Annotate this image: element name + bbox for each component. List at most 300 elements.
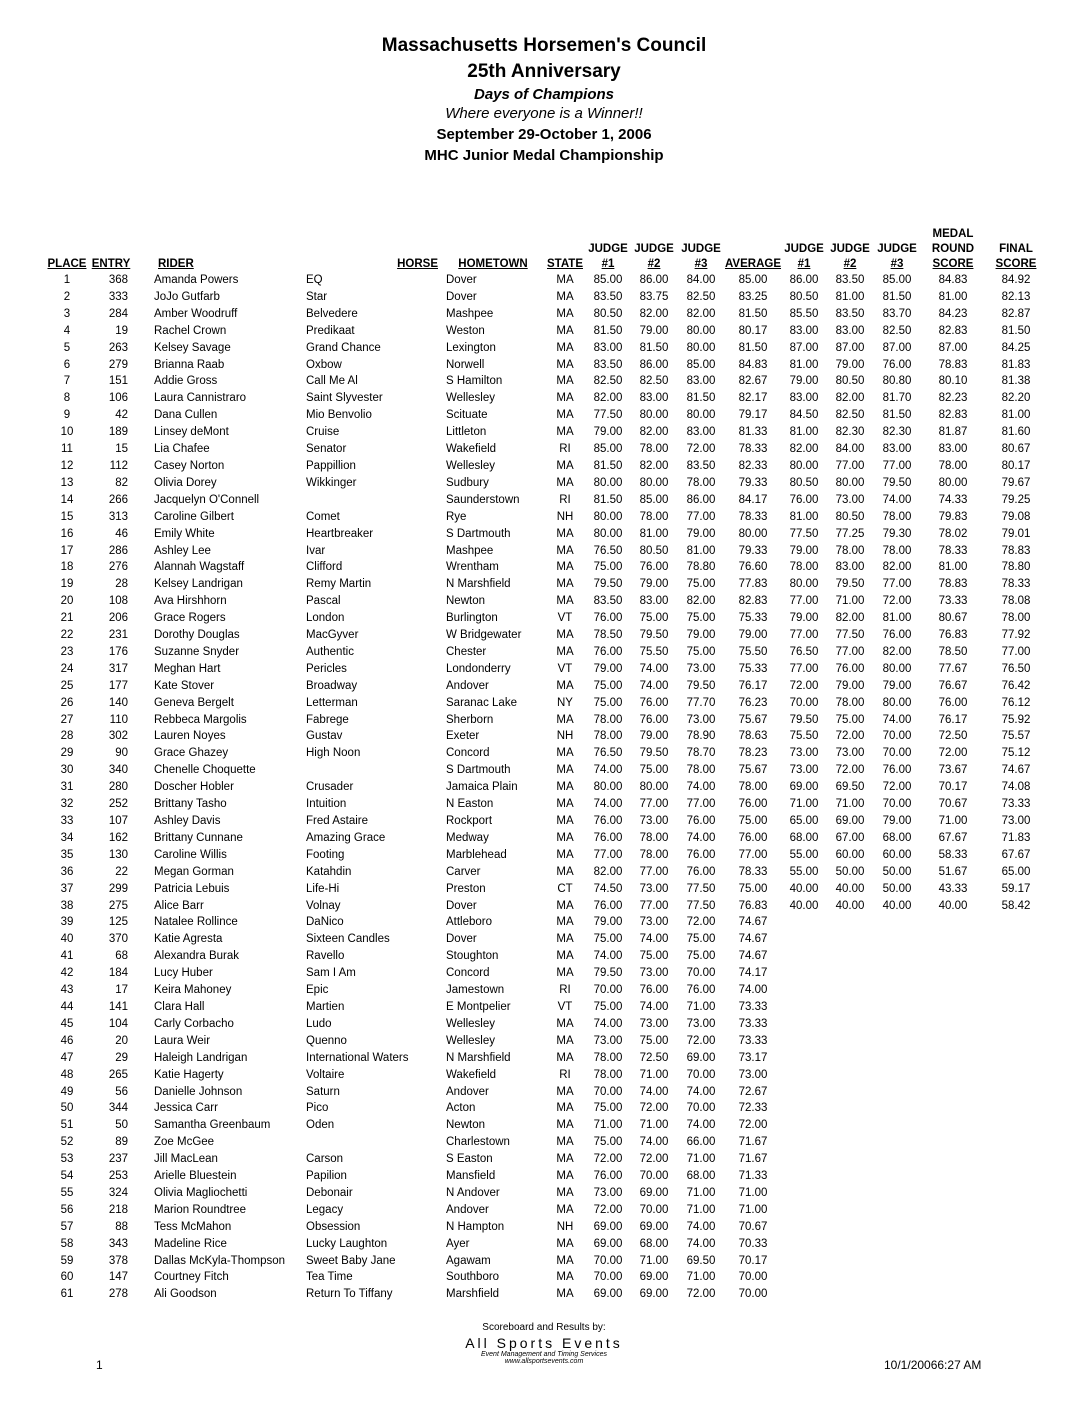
cell-medal-judge2 — [826, 1286, 874, 1303]
cell-medal-round-score — [920, 1134, 986, 1151]
company-website: www.allsportsevents.com — [504, 1358, 584, 1365]
cell-judge1: 78.00 — [593, 1068, 623, 1081]
cell-rider: Dana Cullen — [154, 409, 218, 422]
cell-entry: 162 — [108, 831, 128, 844]
cell-judge1: 72.00 — [593, 1153, 623, 1166]
cell-average: 70.17 — [738, 1254, 768, 1267]
cell-medal-judge3 — [874, 1185, 920, 1202]
cell-medal-round-score: 82.23 — [938, 392, 968, 405]
table-row — [46, 407, 1046, 424]
cell-horse: Authentic — [306, 645, 354, 658]
cell-horse: Ivar — [306, 544, 326, 557]
table-row — [46, 1134, 1046, 1151]
cell-hometown: Dover — [446, 899, 477, 912]
cell-medal-round-score: 78.83 — [938, 578, 968, 591]
cell-judge1: 82.50 — [593, 375, 623, 388]
cell-medal-judge1: 40.00 — [789, 899, 819, 912]
cell-judge1: 83.50 — [593, 595, 623, 608]
cell-judge2: 79.00 — [639, 578, 669, 591]
cell-final-score: 81.60 — [1001, 426, 1031, 439]
cell-medal-judge3: 77.00 — [882, 578, 912, 591]
table-row — [46, 593, 1046, 610]
cell-judge2: 73.00 — [639, 1017, 669, 1030]
cell-state: NH — [556, 1220, 574, 1233]
cell-hometown: Jamaica Plain — [446, 781, 518, 794]
cell-rider: Doscher Hobler — [154, 781, 234, 794]
cell-judge1: 78.50 — [593, 629, 623, 642]
cell-medal-round-score: 76.67 — [938, 679, 968, 692]
cell-entry: 317 — [108, 662, 128, 675]
cell-judge3: 78.80 — [686, 561, 716, 574]
cell-average: 85.00 — [738, 274, 768, 286]
cell-medal-judge1: 77.00 — [789, 629, 819, 642]
cell-rider: Brittany Tasho — [154, 798, 227, 811]
cell-entry: 42 — [115, 409, 128, 422]
cell-medal-judge2: 87.00 — [835, 341, 865, 354]
cell-medal-round-score: 81.00 — [938, 561, 968, 574]
cell-state: MA — [556, 1017, 574, 1030]
cell-judge3: 77.00 — [686, 798, 716, 811]
cell-medal-judge2: 69.50 — [835, 781, 865, 794]
cell-medal-judge1: 55.00 — [789, 848, 819, 861]
cell-medal-judge1: 79.50 — [789, 713, 819, 726]
cell-medal-round-score — [920, 1100, 986, 1117]
cell-place: 39 — [60, 916, 74, 929]
cell-medal-judge2: 72.00 — [835, 764, 865, 777]
cell-horse: Saint Slyvester — [306, 392, 383, 405]
cell-hometown: Carver — [446, 865, 481, 878]
cell-average: 74.67 — [738, 933, 768, 946]
cell-final-score — [986, 914, 1046, 931]
cell-average: 82.33 — [738, 459, 768, 472]
cell-medal-judge2 — [826, 982, 874, 999]
cell-state: VT — [557, 1000, 573, 1013]
cell-average: 82.67 — [738, 375, 768, 388]
cell-average: 76.17 — [738, 679, 768, 692]
cell-average: 75.33 — [738, 612, 768, 625]
cell-average: 75.33 — [738, 662, 768, 675]
cell-entry: 368 — [108, 274, 128, 286]
cell-judge2: 82.50 — [639, 375, 669, 388]
cell-judge1: 73.00 — [593, 1186, 623, 1199]
cell-state: MA — [556, 933, 574, 946]
cell-average: 77.00 — [738, 848, 768, 861]
cell-rider: Rebbeca Margolis — [154, 713, 247, 726]
cell-horse: Katahdin — [306, 865, 352, 878]
cell-medal-judge3: 80.80 — [882, 375, 912, 388]
cell-judge3: 73.00 — [686, 662, 716, 675]
cell-medal-judge3: 81.50 — [882, 409, 912, 422]
cell-judge2: 79.50 — [639, 629, 669, 642]
cell-entry: 231 — [108, 629, 128, 642]
table-row — [46, 1084, 1046, 1101]
cell-entry: 89 — [115, 1136, 128, 1149]
cell-state: MA — [556, 1119, 574, 1132]
cell-state: MA — [556, 476, 574, 489]
cell-horse: MacGyver — [306, 629, 359, 642]
cell-medal-round-score — [920, 1202, 986, 1219]
cell-state: MA — [556, 578, 574, 591]
col-judge1-header: JUDGE #1 — [588, 243, 628, 270]
cell-entry: 253 — [108, 1170, 128, 1183]
cell-medal-judge3 — [874, 1151, 920, 1168]
cell-medal-round-score: 87.00 — [938, 341, 968, 354]
cell-medal-judge2: 60.00 — [835, 848, 865, 861]
cell-state: CT — [557, 882, 573, 895]
cell-judge3: 74.00 — [686, 831, 716, 844]
cell-medal-round-score: 76.17 — [938, 713, 968, 726]
cell-final-score: 78.33 — [1001, 578, 1031, 591]
cell-horse: Grand Chance — [306, 341, 381, 354]
cell-medal-round-score — [920, 1016, 986, 1033]
cell-judge3: 68.00 — [686, 1170, 716, 1183]
cell-medal-judge3: 82.50 — [882, 324, 912, 337]
cell-judge2: 79.50 — [639, 747, 669, 760]
cell-state: MA — [556, 426, 574, 439]
cell-rider: Madeline Rice — [154, 1237, 227, 1250]
cell-medal-round-score — [920, 982, 986, 999]
cell-medal-round-score — [920, 999, 986, 1016]
cell-place: 4 — [63, 324, 71, 337]
cell-judge2: 82.00 — [639, 307, 669, 320]
col-medal-judge3-header: JUDGE #3 — [877, 243, 917, 270]
cell-entry: 333 — [108, 290, 128, 303]
cell-judge1: 81.50 — [593, 459, 623, 472]
table-header — [46, 226, 1046, 272]
cell-entry: 151 — [108, 375, 128, 388]
cell-horse: London — [306, 612, 345, 625]
cell-medal-judge2 — [826, 1269, 874, 1286]
cell-judge1: 80.00 — [593, 527, 623, 540]
cell-hometown: Dover — [446, 290, 477, 303]
table-row — [46, 627, 1046, 644]
cell-judge2: 79.00 — [639, 730, 669, 743]
cell-judge2: 72.00 — [639, 1102, 669, 1115]
cell-judge1: 82.00 — [593, 865, 623, 878]
cell-horse: Martien — [306, 1000, 345, 1013]
cell-medal-judge3: 82.00 — [882, 561, 912, 574]
cell-judge1: 74.00 — [593, 798, 623, 811]
cell-medal-judge2 — [826, 931, 874, 948]
cell-entry: 15 — [115, 443, 128, 456]
col-state-header: STATE — [547, 258, 583, 270]
cell-state: MA — [556, 544, 574, 557]
cell-final-score — [986, 948, 1046, 965]
cell-average: 81.33 — [738, 426, 768, 439]
cell-medal-round-score: 84.83 — [938, 274, 968, 286]
cell-place: 57 — [60, 1220, 74, 1233]
cell-final-score — [986, 1253, 1046, 1270]
cell-medal-judge1 — [782, 999, 826, 1016]
cell-judge3: 76.00 — [686, 848, 716, 861]
cell-average: 78.33 — [738, 510, 768, 523]
cell-medal-judge2: 40.00 — [835, 899, 865, 912]
cell-judge3: 74.00 — [686, 1237, 716, 1250]
cell-medal-round-score — [920, 1185, 986, 1202]
cell-medal-judge1 — [782, 1202, 826, 1219]
cell-hometown: Sudbury — [446, 476, 489, 489]
cell-medal-judge3: 76.00 — [882, 764, 912, 777]
cell-medal-judge3: 81.70 — [882, 392, 912, 405]
cell-state: MA — [556, 1051, 574, 1064]
cell-medal-judge1 — [782, 1168, 826, 1185]
cell-medal-judge3: 40.00 — [882, 899, 912, 912]
cell-judge2: 82.00 — [639, 426, 669, 439]
cell-medal-round-score: 84.23 — [938, 307, 968, 320]
cell-judge2: 75.00 — [639, 950, 669, 963]
table-row — [46, 1100, 1046, 1117]
cell-medal-judge2: 83.50 — [835, 274, 865, 286]
cell-judge3: 75.00 — [686, 950, 716, 963]
cell-judge1: 75.00 — [593, 679, 623, 692]
cell-medal-judge3 — [874, 965, 920, 982]
cell-final-score — [986, 1168, 1046, 1185]
cell-medal-judge3: 74.00 — [882, 493, 912, 506]
cell-average: 74.67 — [738, 950, 768, 963]
cell-final-score: 79.67 — [1001, 476, 1031, 489]
cell-state: MA — [556, 561, 574, 574]
cell-medal-round-score — [920, 1033, 986, 1050]
cell-average: 74.17 — [738, 967, 768, 980]
cell-rider: JoJo Gutfarb — [154, 290, 220, 303]
cell-horse: Legacy — [306, 1203, 344, 1216]
cell-medal-judge1: 81.00 — [789, 358, 819, 371]
cell-state: MA — [556, 409, 574, 422]
cell-judge2: 83.00 — [639, 392, 669, 405]
cell-state: MA — [556, 1254, 574, 1267]
cell-judge1: 80.50 — [593, 307, 623, 320]
cell-rider: Lucy Huber — [154, 967, 213, 980]
cell-final-score — [986, 1269, 1046, 1286]
cell-judge2: 77.00 — [639, 899, 669, 912]
cell-state: NY — [557, 696, 573, 709]
cell-medal-judge2 — [826, 1016, 874, 1033]
cell-horse: Epic — [306, 984, 329, 997]
cell-rider: Rachel Crown — [154, 324, 227, 337]
cell-place: 34 — [60, 831, 74, 844]
cell-medal-judge2 — [826, 1151, 874, 1168]
cell-final-score: 82.13 — [1001, 290, 1031, 303]
cell-rider: Carly Corbacho — [154, 1017, 234, 1030]
cell-judge3: 73.00 — [686, 713, 716, 726]
cell-judge2: 80.00 — [639, 476, 669, 489]
cell-hometown: Andover — [446, 679, 489, 692]
cell-state: NH — [556, 510, 574, 523]
cell-place: 43 — [60, 984, 74, 997]
cell-place: 58 — [60, 1237, 74, 1250]
cell-judge3: 71.00 — [686, 1203, 716, 1216]
cell-average: 73.33 — [738, 1034, 768, 1047]
cell-final-score: 75.57 — [1001, 730, 1031, 743]
cell-entry: 68 — [115, 950, 128, 963]
cell-place: 38 — [60, 899, 74, 912]
cell-place: 29 — [60, 747, 74, 760]
cell-hometown: N Marshfield — [446, 1051, 511, 1064]
cell-average: 71.67 — [738, 1153, 768, 1166]
table-row — [46, 1151, 1046, 1168]
cell-average: 77.83 — [738, 578, 768, 591]
cell-horse: Voltaire — [306, 1068, 345, 1081]
scoreboard-credit: Scoreboard and Results by: — [482, 1322, 606, 1333]
cell-final-score: 82.20 — [1001, 392, 1031, 405]
cell-state: MA — [556, 1153, 574, 1166]
cell-medal-judge3: 85.00 — [882, 274, 912, 286]
cell-entry: 107 — [108, 815, 128, 827]
cell-final-score: 74.08 — [1001, 781, 1031, 794]
cell-medal-judge1 — [782, 1269, 826, 1286]
cell-entry: 130 — [108, 848, 128, 861]
table-row — [46, 1033, 1046, 1050]
cell-judge2: 76.00 — [639, 561, 669, 574]
table-row — [46, 1286, 1046, 1303]
cell-medal-round-score — [920, 1269, 986, 1286]
cell-horse: Heartbreaker — [306, 527, 374, 540]
cell-judge1: 81.50 — [593, 493, 623, 506]
cell-medal-judge3: 76.00 — [882, 629, 912, 642]
cell-judge3: 82.50 — [686, 290, 716, 303]
cell-hometown: Agawam — [446, 1254, 491, 1267]
cell-horse: Oden — [306, 1119, 335, 1132]
cell-final-score: 77.00 — [1001, 645, 1031, 658]
cell-state: MA — [556, 274, 574, 286]
cell-medal-round-score: 82.83 — [938, 324, 968, 337]
cell-judge3: 74.00 — [686, 781, 716, 794]
cell-entry: 29 — [115, 1051, 128, 1064]
cell-judge3: 71.00 — [686, 1271, 716, 1284]
cell-medal-round-score: 73.67 — [938, 764, 968, 777]
cell-judge3: 82.00 — [686, 307, 716, 320]
cell-judge1: 83.00 — [593, 341, 623, 354]
cell-horse: DaNico — [306, 916, 344, 929]
cell-judge3: 69.50 — [686, 1254, 716, 1267]
cell-medal-judge1: 76.50 — [789, 645, 819, 658]
cell-place: 56 — [60, 1203, 74, 1216]
cell-final-score — [986, 1185, 1046, 1202]
cell-place: 24 — [60, 662, 74, 675]
cell-medal-judge2: 81.00 — [835, 290, 865, 303]
cell-medal-judge3 — [874, 982, 920, 999]
cell-judge2: 78.00 — [639, 443, 669, 456]
cell-judge2: 74.00 — [639, 679, 669, 692]
cell-rider: Grace Ghazey — [154, 747, 229, 760]
cell-final-score — [986, 982, 1046, 999]
cell-final-score — [986, 1236, 1046, 1253]
cell-medal-judge3: 50.00 — [882, 865, 912, 878]
cell-medal-round-score — [920, 1067, 986, 1084]
cell-hometown: Andover — [446, 1085, 489, 1098]
cell-horse — [296, 1134, 442, 1151]
cell-entry: 110 — [109, 713, 128, 726]
cell-rider: Zoe McGee — [154, 1136, 215, 1149]
cell-judge3: 75.00 — [686, 578, 716, 591]
cell-place: 8 — [63, 392, 71, 405]
cell-rider: Caroline Willis — [154, 848, 227, 861]
cell-rider: Tess McMahon — [154, 1220, 232, 1233]
table-row — [46, 576, 1046, 593]
cell-rider: Laura Cannistraro — [154, 392, 247, 405]
table-row — [46, 644, 1046, 661]
cell-place: 20 — [60, 595, 74, 608]
cell-medal-round-score: 80.00 — [938, 476, 968, 489]
cell-hometown: N Marshfield — [446, 578, 511, 591]
cell-state: RI — [559, 493, 571, 506]
table-row — [46, 914, 1046, 931]
cell-medal-judge2: 79.00 — [835, 679, 865, 692]
cell-hometown: Ayer — [446, 1237, 470, 1250]
cell-place: 7 — [63, 375, 71, 388]
cell-judge2: 75.00 — [639, 1034, 669, 1047]
cell-medal-round-score: 72.00 — [938, 747, 968, 760]
table-row — [46, 948, 1046, 965]
cell-medal-judge1: 80.00 — [789, 459, 819, 472]
cell-place: 1 — [63, 274, 71, 286]
cell-horse: Mio Benvolio — [306, 409, 372, 422]
cell-medal-judge3 — [874, 948, 920, 965]
cell-rider: Amber Woodruff — [154, 307, 238, 320]
cell-entry: 275 — [108, 899, 128, 912]
cell-medal-judge2: 77.25 — [835, 527, 865, 540]
cell-average: 79.33 — [738, 476, 768, 489]
cell-horse: Wikkinger — [306, 476, 357, 489]
cell-medal-judge2: 69.00 — [835, 815, 865, 827]
cell-horse: Fabrege — [306, 713, 349, 726]
cell-medal-judge2: 79.50 — [835, 578, 865, 591]
cell-medal-judge1: 75.50 — [789, 730, 819, 743]
cell-final-score — [986, 999, 1046, 1016]
cell-state: MA — [556, 781, 574, 794]
table-row — [46, 830, 1046, 847]
cell-judge3: 82.00 — [686, 595, 716, 608]
cell-average: 82.83 — [738, 595, 768, 608]
cell-average: 79.33 — [738, 544, 768, 557]
cell-judge2: 71.00 — [639, 1068, 669, 1081]
cell-medal-judge1 — [782, 931, 826, 948]
cell-state: MA — [556, 629, 574, 642]
cell-medal-round-score — [920, 1117, 986, 1134]
cell-medal-judge2: 76.00 — [835, 662, 865, 675]
cell-medal-judge2: 72.00 — [835, 730, 865, 743]
cell-judge3: 75.00 — [686, 933, 716, 946]
cell-judge3: 72.00 — [686, 1288, 716, 1301]
cell-medal-judge2 — [826, 1050, 874, 1067]
cell-medal-round-score: 58.33 — [938, 848, 968, 861]
cell-medal-judge3 — [874, 1100, 920, 1117]
cell-average: 75.00 — [738, 882, 768, 895]
cell-judge3: 74.00 — [686, 1119, 716, 1132]
cell-judge1: 77.00 — [593, 848, 623, 861]
cell-rider: Geneva Bergelt — [154, 696, 234, 709]
cell-entry: 141 — [108, 1000, 128, 1013]
cell-rider: Ali Goodson — [154, 1288, 217, 1301]
cell-entry: 286 — [108, 544, 128, 557]
cell-place: 17 — [60, 544, 74, 557]
cell-hometown: Preston — [446, 882, 486, 895]
cell-entry: 299 — [108, 882, 128, 895]
cell-judge3: 77.50 — [686, 882, 716, 895]
cell-hometown: Saunderstown — [446, 493, 520, 506]
cell-rider: Kate Stover — [154, 679, 215, 692]
cell-place: 53 — [60, 1153, 74, 1166]
cell-judge3: 79.00 — [686, 527, 716, 540]
cell-entry: 19 — [115, 324, 128, 337]
cell-medal-judge1: 81.00 — [789, 426, 819, 439]
cell-medal-judge3: 72.00 — [882, 781, 912, 794]
cell-judge2: 68.00 — [639, 1237, 669, 1250]
cell-average: 75.67 — [738, 764, 768, 777]
company-tagline: Event Management and Timing Services — [481, 1351, 607, 1358]
cell-horse: Sam I Am — [306, 967, 356, 980]
cell-judge3: 75.00 — [686, 645, 716, 658]
